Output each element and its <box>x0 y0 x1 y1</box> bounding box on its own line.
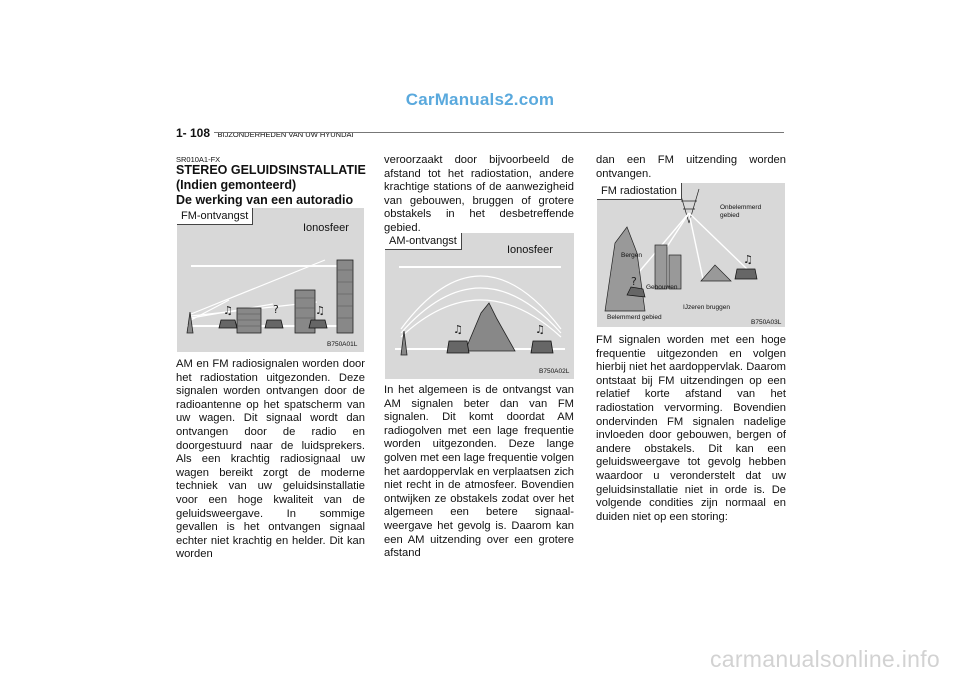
svg-text:?: ? <box>631 275 637 288</box>
figure-tab-am: AM-ontvangst <box>385 233 462 250</box>
svg-text:♫: ♫ <box>453 323 463 336</box>
section-heading <box>176 163 366 208</box>
fm-reception-figure <box>177 208 364 352</box>
paragraph: veroorzaakt door bijvoorbeeld de afstand tot het radiostation, andere krachtige stations of de aanwezigheid van gebouwen, bruggen of grotere obstakels in het desbetreffende gebied. <box>384 154 574 234</box>
ionosphere-label: Ionosfeer <box>303 222 349 234</box>
body-text-column-3-bottom <box>596 334 786 524</box>
car-icon <box>447 341 469 353</box>
page-header <box>176 124 354 142</box>
reference-code: SR010A1-FX <box>176 155 221 164</box>
transmitter-tower-icon <box>401 331 407 355</box>
label-mountains: Bergen <box>621 252 642 259</box>
transmitter-tower-icon <box>187 312 193 333</box>
heading-line-3: De werking van een autoradio <box>176 193 354 207</box>
label-iron-bridges: IJzeren bruggen <box>683 304 730 311</box>
label-buildings: Gebouwen <box>646 284 678 291</box>
body-text-column-2-bottom <box>384 384 574 561</box>
heading-line-2: (Indien gemonteerd) <box>176 178 297 192</box>
am-reception-figure <box>385 233 574 379</box>
svg-text:♫: ♫ <box>315 304 325 317</box>
car-icon <box>265 320 283 328</box>
watermark-bottom: carmanualsonline.info <box>709 646 940 672</box>
section-title: BIJZONDERHEDEN VAN UW HYUNDAI <box>217 130 354 139</box>
fm-station-figure <box>597 183 785 327</box>
svg-text:♫: ♫ <box>223 304 233 317</box>
figure-tab-fm-station: FM radiostation <box>597 183 682 200</box>
header-rule <box>214 132 784 133</box>
paragraph: FM signalen worden met een hoge frequentie uitgezonden en volgen hierbij niet het aardoppervlak. Daarom ontstaat bij FM uitzendingen op een relatief korte afstand van het radiostation vervorming. Bovendien ondervinden FM signalen nadelige invloeden door gebouwen, bergen of andere obstakels. Dit kan een geluidsweergave tot gevolg hebben waardoor u veronderstelt dat uw geluidsinstallatie niet in orde is. De volgende condities zijn normaal en duiden niet op een storing: <box>596 334 786 523</box>
watermark-top: CarManuals2.com <box>405 90 555 109</box>
body-text-column-1 <box>176 358 365 562</box>
body-text-column-3-top <box>596 154 786 181</box>
svg-text:♫: ♫ <box>743 253 753 266</box>
car-icon <box>735 269 757 279</box>
page-number: 1- 108 <box>176 126 211 140</box>
car-icon <box>219 320 237 328</box>
figure-code: B750A01L <box>327 341 358 348</box>
mountain-icon <box>465 303 515 351</box>
figure-tab-fm: FM-ontvangst <box>177 208 253 225</box>
paragraph: dan een FM uitzending worden ontvangen. <box>596 154 786 180</box>
car-icon <box>309 320 327 328</box>
svg-text:♫: ♫ <box>535 323 545 336</box>
paragraph: In het algemeen is de ontvangst van AM signalen beter dan van FM signalen. Dit komt doordat AM radiogolven met een lage frequentie worden uitgezonden. Deze lange golven met een lage frequentie volgen het aardoppervlak en verplaatsen zich niet recht in de atmosfeer. Bovendien ontwijken ze obstakels zodat over het algemeen een betere signaal-weergave het gevolg is. Daarom kan een AM uitzending over een grotere afstand <box>384 384 574 560</box>
paragraph: AM en FM radiosignalen worden door het radiostation uitgezonden. Deze signalen worden ontvangen door de radioantenne op het spatscherm van uw wagen. Dit signaal wordt dan ontvangen door de radio en doorgestuurd naar de luidsprekers. Als een krachtig radiosignaal uw wagen bereikt zorgt de moderne techniek van uw geluidsinstallatie voor een hoge kwaliteit van de geluidsweergave. In sommige gevallen is het ontvangen signaal echter niet krachtig en helder. Dit kan worden <box>176 358 365 561</box>
ionosphere-label: Ionosfeer <box>507 244 553 256</box>
body-text-column-2-top <box>384 154 574 236</box>
svg-text:?: ? <box>273 303 279 316</box>
car-icon <box>531 341 553 353</box>
label-unobstructed-area: Onbelemmerd gebied <box>720 204 762 219</box>
bridge-icon <box>701 265 731 281</box>
figure-code: B750A02L <box>539 368 570 375</box>
figure-code: B750A03L <box>751 319 782 326</box>
heading-line-1: STEREO GELUIDSINSTALLATIE <box>176 163 366 177</box>
mountain-icon <box>605 227 645 311</box>
radio-tower-icon <box>679 189 699 223</box>
label-obstructed-area: Belemmerd gebied <box>607 314 662 321</box>
